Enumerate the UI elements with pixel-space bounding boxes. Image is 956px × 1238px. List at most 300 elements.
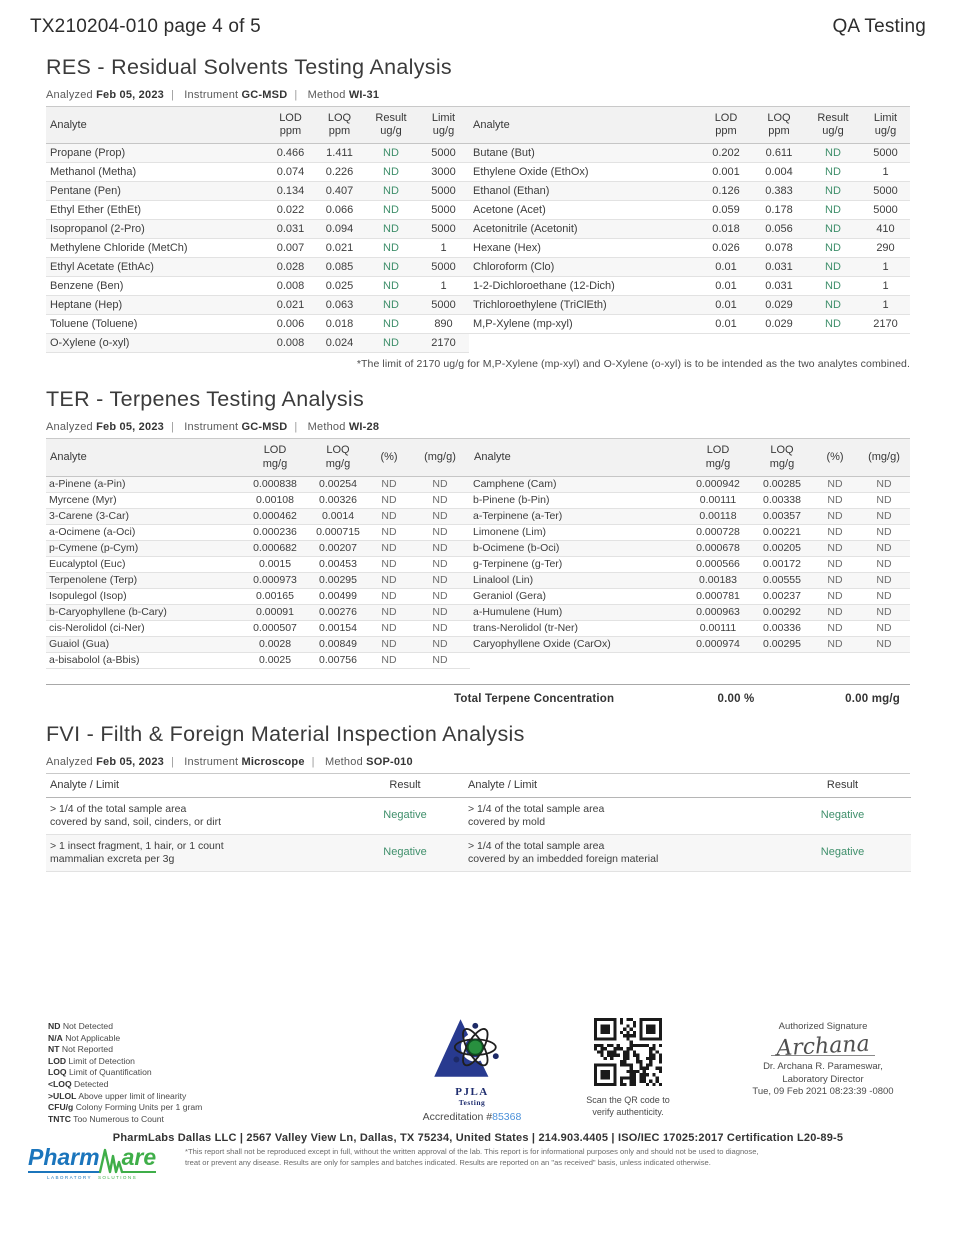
ter-header-row bbox=[46, 439, 910, 476]
ter-section-title: TER - Terpenes Testing Analysis bbox=[46, 387, 365, 412]
analyte-cell: p-Cymene (p-Cym) bbox=[46, 540, 242, 556]
result-pct-cell: ND bbox=[812, 476, 858, 492]
analyte-cell: a-bisabolol (a-Bbis) bbox=[46, 652, 242, 668]
col-analyte: Analyte bbox=[470, 439, 684, 476]
loq-cell: 0.00336 bbox=[752, 620, 812, 636]
lod-cell: 0.000678 bbox=[684, 540, 752, 556]
analyte-cell: Camphene (Cam) bbox=[470, 476, 684, 492]
lod-cell: 0.031 bbox=[266, 220, 315, 239]
result-cell: ND bbox=[364, 258, 418, 277]
result-mgg-cell: ND bbox=[858, 636, 910, 652]
loq-cell: 0.063 bbox=[315, 296, 364, 315]
lod-cell: 0.01 bbox=[699, 277, 753, 296]
loq-cell: 0.226 bbox=[315, 163, 364, 182]
result-mgg-cell: ND bbox=[858, 508, 910, 524]
analyte-cell: Eucalyptol (Euc) bbox=[46, 556, 242, 572]
result-mgg-cell: ND bbox=[858, 540, 910, 556]
lod-cell: 0.01 bbox=[699, 315, 753, 334]
col-result: Result bbox=[774, 774, 911, 798]
result-pct-cell: ND bbox=[368, 540, 410, 556]
ter-section bbox=[46, 387, 910, 704]
signature-block bbox=[733, 1021, 913, 1099]
analyte-cell: O-Xylene (o-xyl) bbox=[46, 334, 266, 353]
col-lod: LOD ppm bbox=[699, 107, 753, 144]
signature-script: Archana bbox=[775, 1031, 871, 1062]
result-cell: ND bbox=[364, 182, 418, 201]
limit-cell: 5000 bbox=[418, 220, 469, 239]
loq-cell: 0.00555 bbox=[752, 572, 812, 588]
method-label: Method bbox=[307, 421, 346, 434]
result-mgg-cell: ND bbox=[410, 588, 470, 604]
table-row bbox=[46, 144, 910, 163]
pharmware-logo-ware: are bbox=[122, 1146, 157, 1173]
result-mgg-cell: ND bbox=[410, 508, 470, 524]
analyte-cell: Chloroform (Clo) bbox=[469, 258, 699, 277]
lod-cell: 0.0015 bbox=[242, 556, 308, 572]
loq-cell bbox=[753, 334, 805, 353]
analyte-cell: Caryophyllene Oxide (CarOx) bbox=[470, 636, 684, 652]
analyte-cell: b-Caryophyllene (b-Cary) bbox=[46, 604, 242, 620]
loq-cell: 0.383 bbox=[753, 182, 805, 201]
result-pct-cell: ND bbox=[368, 492, 410, 508]
loq-cell: 0.085 bbox=[315, 258, 364, 277]
analyte-cell: trans-Nerolidol (tr-Ner) bbox=[470, 620, 684, 636]
col-result: Result ug/g bbox=[364, 107, 418, 144]
analyte-cell: Ethyl Acetate (EthAc) bbox=[46, 258, 266, 277]
lod-cell: 0.134 bbox=[266, 182, 315, 201]
result-cell: ND bbox=[364, 220, 418, 239]
signer-title: Laboratory Director bbox=[782, 1073, 864, 1085]
limit-cell: 5000 bbox=[861, 144, 910, 163]
loq-cell: 0.018 bbox=[315, 315, 364, 334]
result-pct-cell: ND bbox=[368, 636, 410, 652]
fvi-section-title: FVI - Filth & Foreign Material Inspection Analysis bbox=[46, 721, 525, 746]
lod-cell: 0.00165 bbox=[242, 588, 308, 604]
lod-cell: 0.074 bbox=[266, 163, 315, 182]
result-cell: Negative bbox=[774, 835, 911, 872]
table-row bbox=[46, 258, 910, 277]
table-row bbox=[46, 636, 910, 652]
analyte-cell: Hexane (Hex) bbox=[469, 239, 699, 258]
lod-cell: 0.0025 bbox=[242, 652, 308, 668]
lod-cell: 0.000236 bbox=[242, 524, 308, 540]
pharmware-logo-pharm: Pharm bbox=[28, 1146, 100, 1173]
result-mgg-cell: ND bbox=[858, 476, 910, 492]
lod-cell bbox=[699, 334, 753, 353]
table-row bbox=[46, 182, 910, 201]
result-pct-cell: ND bbox=[812, 636, 858, 652]
lod-cell: 0.026 bbox=[699, 239, 753, 258]
result-pct-cell: ND bbox=[368, 524, 410, 540]
result-pct-cell: ND bbox=[368, 620, 410, 636]
result-mgg-cell: ND bbox=[858, 572, 910, 588]
limit-cell: > 1/4 of the total sample area covered by sand, soil, cinders, or dirt bbox=[46, 797, 346, 834]
analyte-cell: Propane (Prop) bbox=[46, 144, 266, 163]
authorized-signature-label: Authorized Signature bbox=[778, 1021, 868, 1032]
loq-cell: 0.029 bbox=[753, 296, 805, 315]
analyte-cell: Guaiol (Gua) bbox=[46, 636, 242, 652]
total-terpene-mgg: 0.00 mg/g bbox=[845, 692, 900, 705]
analyte-cell: Linalool (Lin) bbox=[470, 572, 684, 588]
limit-cell: > 1/4 of the total sample area covered by an imbedded foreign material bbox=[464, 835, 774, 872]
loq-cell: 0.00357 bbox=[752, 508, 812, 524]
result-mgg-cell: ND bbox=[858, 524, 910, 540]
table-row bbox=[46, 492, 910, 508]
analyte-cell: Ethylene Oxide (EthOx) bbox=[469, 163, 699, 182]
limit-cell: 5000 bbox=[418, 201, 469, 220]
analyzed-date: Feb 05, 2023 bbox=[96, 89, 164, 101]
analyzed-label: Analyzed bbox=[46, 421, 93, 434]
lod-cell: 0.021 bbox=[266, 296, 315, 315]
total-terpene-row bbox=[46, 684, 910, 705]
analyzed-label: Analyzed bbox=[46, 755, 93, 768]
lod-cell: 0.01 bbox=[699, 258, 753, 277]
lod-cell: 0.000974 bbox=[684, 636, 752, 652]
legend-line: N/A Not Applicable bbox=[48, 1032, 121, 1043]
loq-cell: 0.00276 bbox=[308, 604, 368, 620]
lod-cell: 0.000973 bbox=[242, 572, 308, 588]
result-mgg-cell: ND bbox=[410, 620, 470, 636]
pjla-accreditation: Accreditation #85368 bbox=[422, 1111, 522, 1123]
analyte-cell: Pentane (Pen) bbox=[46, 182, 266, 201]
result-cell: ND bbox=[805, 315, 861, 334]
lod-cell: 0.00183 bbox=[684, 572, 752, 588]
col-limit: Limit ug/g bbox=[861, 107, 910, 144]
legend-line: NT Not Reported bbox=[48, 1044, 113, 1055]
disclaimer-text: *This report shall not be reproduced except in full, without the written approval of the lab. This report is for informational purposes only and should not be used to diagnose, treat or prevent any disease. Results are only for samples and batches indicated. Results are reported on an "as received" basis, unless indicated otherwise. bbox=[185, 1147, 759, 1167]
loq-cell: 0.024 bbox=[315, 334, 364, 353]
table-row bbox=[46, 604, 910, 620]
result-pct-cell: ND bbox=[368, 652, 410, 668]
analyte-cell: Isopropanol (2-Pro) bbox=[46, 220, 266, 239]
analyzed-date: Feb 05, 2023 bbox=[96, 755, 164, 768]
lod-cell: 0.018 bbox=[699, 220, 753, 239]
result-mgg-cell: ND bbox=[410, 636, 470, 652]
loq-cell: 0.004 bbox=[753, 163, 805, 182]
loq-cell: 0.031 bbox=[753, 277, 805, 296]
col-pct: (%) bbox=[368, 439, 410, 476]
lod-cell: 0.000942 bbox=[684, 476, 752, 492]
qa-testing-label: QA Testing bbox=[832, 16, 926, 37]
table-row bbox=[46, 524, 910, 540]
table-row bbox=[46, 620, 910, 636]
limit-cell: 5000 bbox=[418, 182, 469, 201]
result-pct-cell: ND bbox=[812, 492, 858, 508]
pjla-sub: Testing bbox=[458, 1098, 486, 1107]
analyte-cell: Methylene Chloride (MetCh) bbox=[46, 239, 266, 258]
qr-block bbox=[558, 1018, 698, 1118]
col-lod: LOD ppm bbox=[266, 107, 315, 144]
analyte-cell: Ethyl Ether (EthEt) bbox=[46, 201, 266, 220]
lod-cell: 0.0028 bbox=[242, 636, 308, 652]
accreditation-number: 85368 bbox=[492, 1111, 522, 1123]
table-row bbox=[46, 296, 910, 315]
instrument-value: Microscope bbox=[241, 755, 305, 768]
method-value: WI-28 bbox=[348, 421, 380, 434]
limit-cell bbox=[861, 334, 910, 353]
analyte-cell: 3-Carene (3-Car) bbox=[46, 508, 242, 524]
heartbeat-wave-icon bbox=[99, 1148, 123, 1174]
table-row bbox=[46, 588, 910, 604]
result-cell: ND bbox=[364, 201, 418, 220]
lod-cell: 0.008 bbox=[266, 277, 315, 296]
result-mgg-cell: ND bbox=[410, 492, 470, 508]
table-row bbox=[46, 476, 910, 492]
col-loq: LOQ mg/g bbox=[752, 439, 812, 476]
analyte-cell: b-Ocimene (b-Oci) bbox=[470, 540, 684, 556]
loq-cell: 0.00756 bbox=[308, 652, 368, 668]
col-lod: LOD mg/g bbox=[684, 439, 752, 476]
result-mgg-cell: ND bbox=[858, 588, 910, 604]
result-pct-cell: ND bbox=[368, 588, 410, 604]
signature-datetime: Tue, 09 Feb 2021 08:23:39 -0800 bbox=[752, 1086, 894, 1097]
res-footnote: *The limit of 2170 ug/g for M,P-Xylene (mp-xyl) and O-Xylene (o-xyl) is to be intended as the two analytes combined. bbox=[356, 358, 910, 371]
result-mgg-cell: ND bbox=[410, 652, 470, 668]
result-cell: Negative bbox=[346, 797, 464, 834]
res-section-title: RES - Residual Solvents Testing Analysis bbox=[46, 55, 452, 79]
result-mgg-cell: ND bbox=[858, 604, 910, 620]
loq-cell: 0.094 bbox=[315, 220, 364, 239]
instrument-value: GC-MSD bbox=[241, 89, 288, 101]
col-analyte-limit: Analyte / Limit bbox=[464, 774, 774, 798]
col-analyte: Analyte bbox=[469, 107, 699, 144]
analyte-cell: Acetonitrile (Acetonit) bbox=[469, 220, 699, 239]
legend-line: <LOQ Detected bbox=[48, 1078, 109, 1089]
loq-cell: 0.031 bbox=[753, 258, 805, 277]
lod-cell bbox=[684, 652, 752, 668]
limit-cell: 5000 bbox=[418, 258, 469, 277]
lod-cell: 0.028 bbox=[266, 258, 315, 277]
result-pct-cell: ND bbox=[812, 556, 858, 572]
result-pct-cell: ND bbox=[812, 524, 858, 540]
result-mgg-cell bbox=[858, 652, 910, 668]
analyte-cell: a-Pinene (a-Pin) bbox=[46, 476, 242, 492]
result-pct-cell: ND bbox=[812, 540, 858, 556]
result-pct-cell: ND bbox=[368, 604, 410, 620]
analyte-cell: g-Terpinene (g-Ter) bbox=[470, 556, 684, 572]
result-cell: ND bbox=[805, 220, 861, 239]
limit-cell: 5000 bbox=[861, 182, 910, 201]
result-cell: ND bbox=[805, 182, 861, 201]
loq-cell: 0.0014 bbox=[308, 508, 368, 524]
analyte-cell: a-Terpinene (a-Ter) bbox=[470, 508, 684, 524]
result-cell: ND bbox=[364, 144, 418, 163]
result-cell: ND bbox=[805, 296, 861, 315]
lod-cell: 0.022 bbox=[266, 201, 315, 220]
analyte-cell: Benzene (Ben) bbox=[46, 277, 266, 296]
loq-cell: 0.00221 bbox=[752, 524, 812, 540]
table-row bbox=[46, 201, 910, 220]
table-row bbox=[46, 163, 910, 182]
loq-cell: 0.066 bbox=[315, 201, 364, 220]
loq-cell: 0.178 bbox=[753, 201, 805, 220]
res-header-row bbox=[46, 107, 910, 144]
table-row bbox=[46, 239, 910, 258]
fvi-header-row bbox=[46, 774, 911, 798]
result-pct-cell: ND bbox=[812, 508, 858, 524]
pharmware-tagline: LABORATORY SOLUTIONS bbox=[47, 1175, 138, 1180]
result-pct-cell: ND bbox=[812, 620, 858, 636]
limit-cell: 2170 bbox=[418, 334, 469, 353]
lod-cell: 0.126 bbox=[699, 182, 753, 201]
method-label: Method bbox=[307, 89, 346, 101]
result-mgg-cell: ND bbox=[410, 556, 470, 572]
table-row bbox=[46, 334, 910, 353]
loq-cell: 0.00205 bbox=[752, 540, 812, 556]
fvi-section bbox=[46, 722, 910, 873]
limit-cell: 3000 bbox=[418, 163, 469, 182]
analyzed-date: Feb 05, 2023 bbox=[96, 421, 164, 434]
result-mgg-cell: ND bbox=[410, 524, 470, 540]
limit-cell: 5000 bbox=[418, 296, 469, 315]
loq-cell: 0.00172 bbox=[752, 556, 812, 572]
result-cell: ND bbox=[805, 277, 861, 296]
result-pct-cell: ND bbox=[368, 508, 410, 524]
result-mgg-cell: ND bbox=[858, 620, 910, 636]
lod-cell: 0.006 bbox=[266, 315, 315, 334]
lod-cell: 0.007 bbox=[266, 239, 315, 258]
result-cell: ND bbox=[805, 144, 861, 163]
signer-name: Dr. Archana R. Parameswar, bbox=[763, 1061, 883, 1072]
loq-cell: 0.000715 bbox=[308, 524, 368, 540]
analyte-cell: a-Ocimene (a-Oci) bbox=[46, 524, 242, 540]
res-section bbox=[46, 55, 910, 370]
qr-code bbox=[594, 1018, 662, 1086]
loq-cell: 0.00207 bbox=[308, 540, 368, 556]
legend-line: TNTC Too Numerous to Count bbox=[48, 1113, 164, 1124]
col-result: Result ug/g bbox=[805, 107, 861, 144]
analyte-cell: Ethanol (Ethan) bbox=[469, 182, 699, 201]
legend-line: LOD Limit of Detection bbox=[48, 1055, 135, 1066]
result-mgg-cell: ND bbox=[858, 492, 910, 508]
lod-cell: 0.00118 bbox=[684, 508, 752, 524]
result-cell: ND bbox=[805, 258, 861, 277]
result-pct-cell bbox=[812, 652, 858, 668]
result-pct-cell: ND bbox=[812, 572, 858, 588]
analyte-cell: Butane (But) bbox=[469, 144, 699, 163]
result-pct-cell: ND bbox=[812, 588, 858, 604]
page-header bbox=[0, 0, 956, 38]
legend-line: LOQ Limit of Quantification bbox=[48, 1067, 152, 1078]
limit-cell: 1 bbox=[418, 239, 469, 258]
pharmware-logo bbox=[28, 1146, 156, 1180]
analyte-cell: 1-2-Dichloroethane (12-Dich) bbox=[469, 277, 699, 296]
loq-cell: 0.00326 bbox=[308, 492, 368, 508]
result-cell: Negative bbox=[346, 835, 464, 872]
loq-cell: 0.00237 bbox=[752, 588, 812, 604]
lod-cell: 0.00091 bbox=[242, 604, 308, 620]
analyte-cell: a-Humulene (Hum) bbox=[470, 604, 684, 620]
method-value: WI-31 bbox=[348, 89, 380, 101]
analyte-cell: Geraniol (Gera) bbox=[470, 588, 684, 604]
lod-cell: 0.008 bbox=[266, 334, 315, 353]
col-lod: LOD mg/g bbox=[242, 439, 308, 476]
analyte-cell: Isopulegol (Isop) bbox=[46, 588, 242, 604]
loq-cell: 0.407 bbox=[315, 182, 364, 201]
col-analyte-limit: Analyte / Limit bbox=[46, 774, 346, 798]
result-cell: ND bbox=[364, 239, 418, 258]
result-cell: ND bbox=[805, 163, 861, 182]
lod-cell: 0.000507 bbox=[242, 620, 308, 636]
table-row bbox=[46, 540, 910, 556]
result-cell: ND bbox=[364, 296, 418, 315]
loq-cell: 0.025 bbox=[315, 277, 364, 296]
lod-cell: 0.00111 bbox=[684, 620, 752, 636]
analyzed-label: Analyzed bbox=[46, 89, 93, 101]
result-cell: ND bbox=[805, 239, 861, 258]
table-row bbox=[46, 835, 911, 872]
table-row bbox=[46, 220, 910, 239]
fvi-meta bbox=[46, 756, 910, 774]
lod-cell: 0.466 bbox=[266, 144, 315, 163]
pjla-logo-icon bbox=[430, 1016, 514, 1080]
limit-cell: 290 bbox=[861, 239, 910, 258]
lod-cell: 0.000728 bbox=[684, 524, 752, 540]
analyte-cell: Trichloroethylene (TriClEth) bbox=[469, 296, 699, 315]
instrument-label: Instrument bbox=[184, 89, 239, 101]
result-pct-cell: ND bbox=[368, 556, 410, 572]
result-cell: ND bbox=[364, 277, 418, 296]
limit-cell: > 1/4 of the total sample area covered by mold bbox=[464, 797, 774, 834]
method-label: Method bbox=[325, 755, 363, 768]
loq-cell: 0.00292 bbox=[752, 604, 812, 620]
abbreviation-legend bbox=[48, 1021, 202, 1125]
res-table bbox=[46, 107, 910, 353]
analyte-cell: Toluene (Toluene) bbox=[46, 315, 266, 334]
lod-cell: 0.000682 bbox=[242, 540, 308, 556]
analyte-cell: cis-Nerolidol (ci-Ner) bbox=[46, 620, 242, 636]
analyte-cell: Acetone (Acet) bbox=[469, 201, 699, 220]
lod-cell: 0.000566 bbox=[684, 556, 752, 572]
loq-cell: 0.00453 bbox=[308, 556, 368, 572]
col-loq: LOQ ppm bbox=[315, 107, 364, 144]
lod-cell: 0.000462 bbox=[242, 508, 308, 524]
result-pct-cell: ND bbox=[812, 604, 858, 620]
result-cell: ND bbox=[364, 334, 418, 353]
limit-cell: 5000 bbox=[861, 201, 910, 220]
table-row bbox=[46, 315, 910, 334]
result-pct-cell: ND bbox=[368, 572, 410, 588]
document-id: TX210204-010 page 4 of 5 bbox=[30, 16, 261, 37]
method-value: SOP-010 bbox=[366, 755, 413, 768]
analyte-cell: Heptane (Hep) bbox=[46, 296, 266, 315]
result-cell: ND bbox=[364, 315, 418, 334]
lod-cell: 0.000781 bbox=[684, 588, 752, 604]
limit-cell: 890 bbox=[418, 315, 469, 334]
analyte-cell: Limonene (Lim) bbox=[470, 524, 684, 540]
loq-cell: 0.021 bbox=[315, 239, 364, 258]
result-cell bbox=[805, 334, 861, 353]
loq-cell: 0.00295 bbox=[308, 572, 368, 588]
col-loq: LOQ ppm bbox=[753, 107, 805, 144]
result-cell: ND bbox=[364, 163, 418, 182]
fvi-table bbox=[46, 774, 911, 873]
analyte-cell: Methanol (Metha) bbox=[46, 163, 266, 182]
limit-cell: 1 bbox=[861, 258, 910, 277]
table-row bbox=[46, 572, 910, 588]
result-mgg-cell: ND bbox=[410, 572, 470, 588]
lod-cell: 0.00111 bbox=[684, 492, 752, 508]
analyte-cell: Myrcene (Myr) bbox=[46, 492, 242, 508]
limit-cell: 1 bbox=[418, 277, 469, 296]
table-row bbox=[46, 277, 910, 296]
legend-line: CFU/g Colony Forming Units per 1 gram bbox=[48, 1102, 203, 1113]
lod-cell: 0.059 bbox=[699, 201, 753, 220]
analyte-cell: M,P-Xylene (mp-xyl) bbox=[469, 315, 699, 334]
loq-cell: 0.00499 bbox=[308, 588, 368, 604]
loq-cell: 0.00295 bbox=[752, 636, 812, 652]
col-analyte: Analyte bbox=[46, 439, 242, 476]
